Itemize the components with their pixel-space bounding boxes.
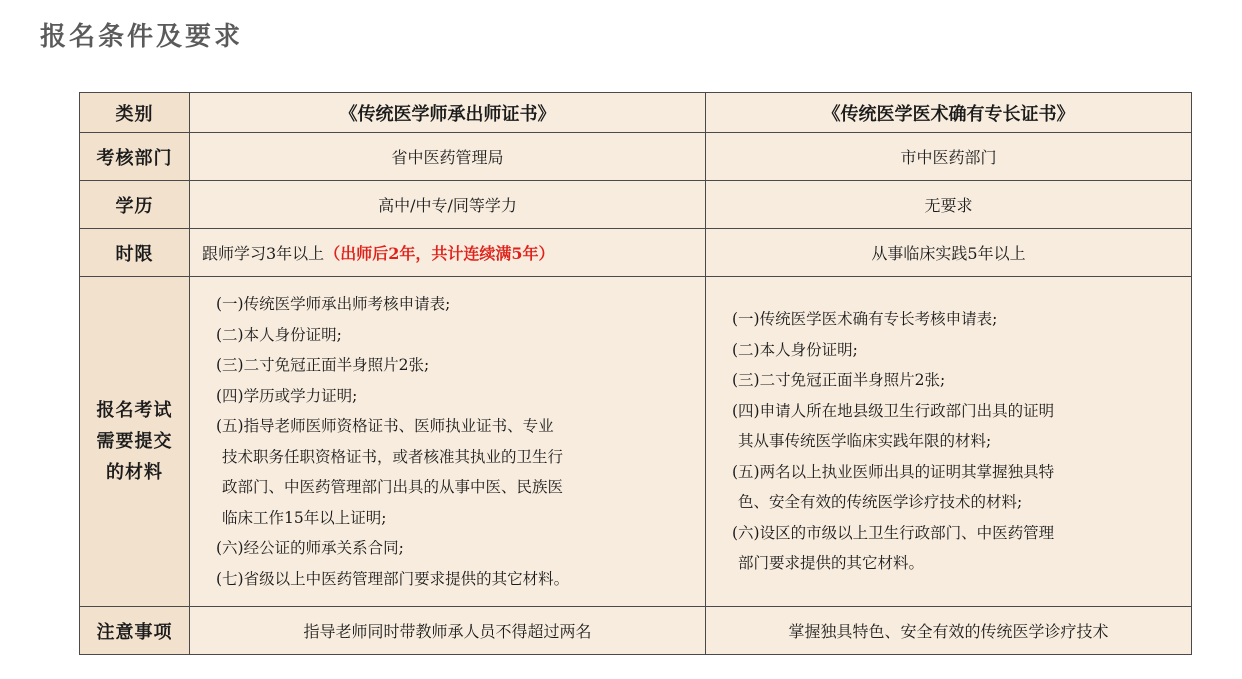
- list-item: 政部门、中医药管理部门出具的从事中医、民族医: [222, 478, 564, 496]
- list-item: (一)传统医学师承出师考核申请表;: [216, 295, 451, 313]
- list-item: (一)传统医学医术确有专长考核申请表;: [732, 310, 998, 329]
- list-item: (六)设区的市级以上卫生行政部门、中医药管理: [732, 523, 1055, 542]
- table-row-header: [80, 93, 1192, 133]
- dept-col2: 市中医药部门: [706, 133, 1192, 181]
- row-label-dept: 考核部门: [80, 133, 190, 181]
- notes-col2: 掌握独具特色、安全有效的传统医学诊疗技术: [706, 607, 1192, 655]
- header-category: 类别: [80, 93, 190, 133]
- table-row-notes: [80, 607, 1192, 655]
- materials-label-line3: 的材料: [106, 462, 163, 483]
- materials-label-line2: 需要提交: [96, 431, 173, 452]
- table-row-edu: [80, 181, 1192, 229]
- list-item: 色、安全有效的传统医学诊疗技术的材料;: [738, 493, 1023, 512]
- notes-col1: 指导老师同时带教师承人员不得超过两名: [190, 607, 706, 655]
- list-item: 其从事传统医学临床实践年限的材料;: [738, 432, 992, 451]
- list-item: (四)学历或学力证明;: [216, 386, 358, 405]
- list-item: (六)经公证的师承关系合同;: [216, 539, 404, 557]
- list-item: 临床工作15年以上证明;: [222, 508, 387, 527]
- row-label-notes: 注意事项: [80, 607, 190, 655]
- materials-label-line1: 报名考试: [96, 400, 173, 421]
- list-item: (二)本人身份证明;: [216, 325, 342, 344]
- list-item: (三)二寸免冠正面半身照片2张;: [732, 371, 946, 390]
- limit-col1-highlight: （出师后2年，共计连续满5年）: [324, 244, 555, 263]
- limit-col1-main: 跟师学习3年以上: [202, 244, 325, 263]
- table-row-materials: [80, 277, 1192, 607]
- row-label-limit: 时限: [80, 229, 190, 277]
- list-item: (五)指导老师医师资格证书、医师执业证书、专业: [216, 417, 554, 435]
- edu-col2: 无要求: [706, 181, 1192, 229]
- list-item: (七)省级以上中医药管理部门要求提供的其它材料。: [216, 569, 570, 588]
- edu-col1: 高中/中专/同等学力: [190, 181, 706, 229]
- list-item: (二)本人身份证明;: [732, 340, 858, 359]
- limit-col1: [190, 229, 706, 277]
- list-item: (四)申请人所在地县级卫生行政部门出具的证明: [732, 401, 1055, 420]
- list-item: 部门要求提供的其它材料。: [738, 554, 925, 573]
- header-expertise-cert: 《传统医学医术确有专长证书》: [706, 93, 1192, 133]
- table-row-limit: [80, 229, 1192, 277]
- materials-col2: [706, 277, 1192, 607]
- page-title: 报名条件及要求: [40, 22, 244, 52]
- row-label-materials: [80, 277, 190, 607]
- list-item: (三)二寸免冠正面半身照片2张;: [216, 356, 430, 374]
- table-row-dept: [80, 133, 1192, 181]
- row-label-edu: 学历: [80, 181, 190, 229]
- list-item: (五)两名以上执业医师出具的证明其掌握独具特: [732, 462, 1055, 481]
- limit-col2: 从事临床实践5年以上: [706, 229, 1192, 277]
- requirements-table: [79, 92, 1192, 655]
- materials-col1: [190, 277, 706, 607]
- dept-col1: 省中医药管理局: [190, 133, 706, 181]
- list-item: 技术职务任职资格证书，或者核准其执业的卫生行: [222, 447, 564, 466]
- header-apprentice-cert: 《传统医学师承出师证书》: [190, 93, 706, 133]
